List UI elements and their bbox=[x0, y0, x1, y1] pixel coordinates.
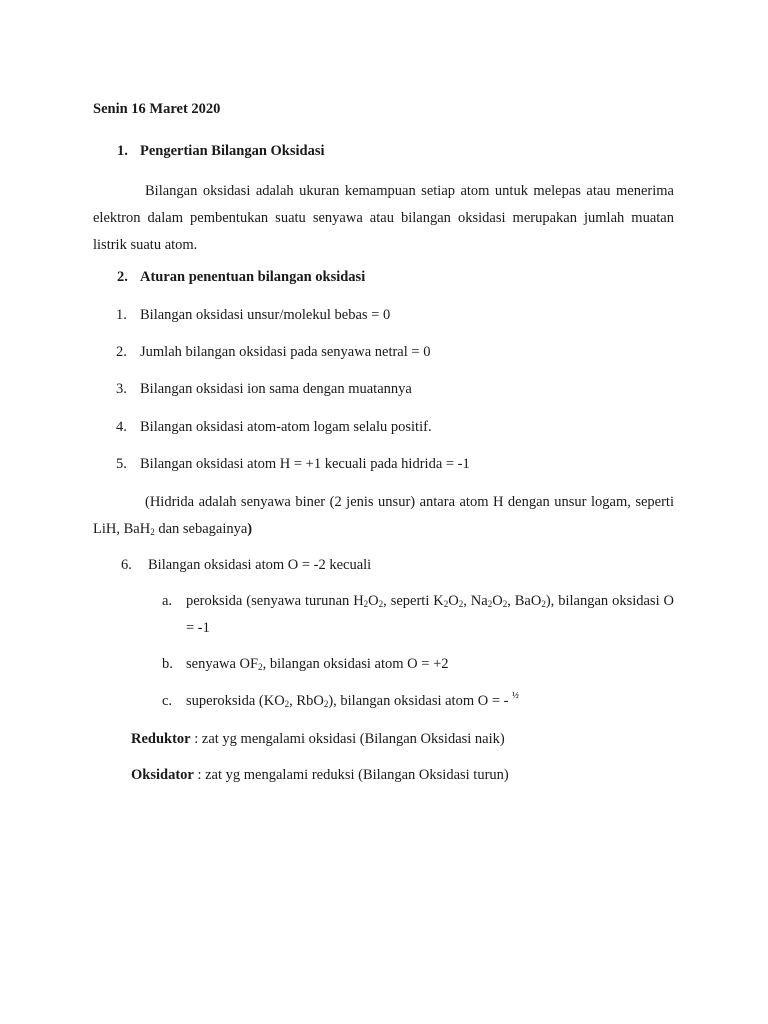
rule-6-number: 6. bbox=[121, 557, 132, 573]
oksidator-text: : zat yg mengalami reduksi (Bilangan Oksidasi turun) bbox=[193, 767, 509, 783]
subscript: 2 bbox=[443, 599, 449, 609]
rule-4-number: 4. bbox=[116, 419, 127, 435]
subscript: 2 bbox=[487, 599, 493, 609]
subscript: 2 bbox=[150, 527, 155, 537]
subitem-a-text: peroksida (senyawa turunan $H_2O_2$, seperti $K_2O_2$, $Na_2O_2$, BaO$_2$), bilangan oksidasi O = -1 bbox=[186, 593, 675, 636]
fraction-half: ½ bbox=[512, 690, 518, 700]
subitem-b-text: senyawa $OF_2$, bilangan oksidasi atom O = +2 bbox=[186, 656, 449, 672]
rule-2-text: Jumlah bilangan oksidasi pada senyawa netral = 0 bbox=[140, 344, 431, 360]
subitem-a-label: a. bbox=[162, 593, 173, 609]
oksidator-term: Oksidator bbox=[131, 767, 194, 783]
reduktor-text: : zat yg mengalami oksidasi (Bilangan Oksidasi naik) bbox=[190, 731, 505, 747]
rule-6-text: Bilangan oksidasi atom O = -2 kecuali bbox=[148, 557, 372, 573]
hidrida-note bbox=[93, 489, 674, 543]
rule-1-text: Bilangan oksidasi unsur/molekul bebas = 0 bbox=[140, 307, 391, 323]
subscript: 2 bbox=[378, 599, 384, 609]
subscript: 2 bbox=[541, 599, 546, 609]
definition-text: Bilangan oksidasi adalah ukuran kemampuan setiap atom untuk melepas atau menerima elektron dalam pembentukan suatu senyawa atau bilangan oksidasi merupakan jumlah muatan listrik suatu atom. bbox=[93, 183, 674, 253]
document-date: Senin 16 Maret 2020 bbox=[93, 101, 221, 117]
subscript: 2 bbox=[502, 599, 508, 609]
subscript: 2 bbox=[323, 699, 329, 709]
section-1-paragraph bbox=[93, 178, 674, 259]
rule-2-number: 2. bbox=[116, 344, 127, 360]
rule-3-text: Bilangan oksidasi ion sama dengan muatannya bbox=[140, 381, 412, 397]
reduktor-term: Reduktor bbox=[131, 731, 191, 747]
subitem-c-label: c. bbox=[162, 693, 173, 709]
oksidator-definition bbox=[131, 767, 509, 784]
rule-5-number: 5. bbox=[116, 456, 127, 472]
rule-4-text: Bilangan oksidasi atom-atom logam selalu positif. bbox=[140, 419, 432, 435]
subscript: 2 bbox=[363, 599, 369, 609]
hidrida-note-text-end: dan sebagainya bbox=[154, 521, 248, 537]
subitem-c-text: superoksida ($KO_2$, RbO$_2$), bilangan oksidasi atom O = - $^{\frac{1}{2}}$ bbox=[186, 690, 518, 709]
hidrida-note-text: (Hidrida adalah senyawa biner (2 jenis unsur) antara atom H dengan unsur logam, seperti LiH, BaH bbox=[93, 494, 674, 537]
rule-1-number: 1. bbox=[116, 307, 127, 323]
subitem-b-label: b. bbox=[162, 656, 173, 672]
section-2-heading: Aturan penentuan bilangan oksidasi bbox=[140, 269, 366, 285]
section-1-number: 1. bbox=[117, 143, 128, 159]
rule-5-text: Bilangan oksidasi atom H = +1 kecuali pada hidrida = -1 bbox=[140, 456, 470, 472]
reduktor-definition bbox=[131, 731, 505, 748]
subscript: 2 bbox=[258, 662, 263, 672]
rule-3-number: 3. bbox=[116, 381, 127, 397]
closing-parenthesis: ) bbox=[247, 521, 253, 537]
subscript: 2 bbox=[284, 699, 290, 709]
subscript: 2 bbox=[458, 599, 464, 609]
section-2-number: 2. bbox=[117, 269, 128, 285]
section-1-heading: Pengertian Bilangan Oksidasi bbox=[140, 143, 325, 159]
